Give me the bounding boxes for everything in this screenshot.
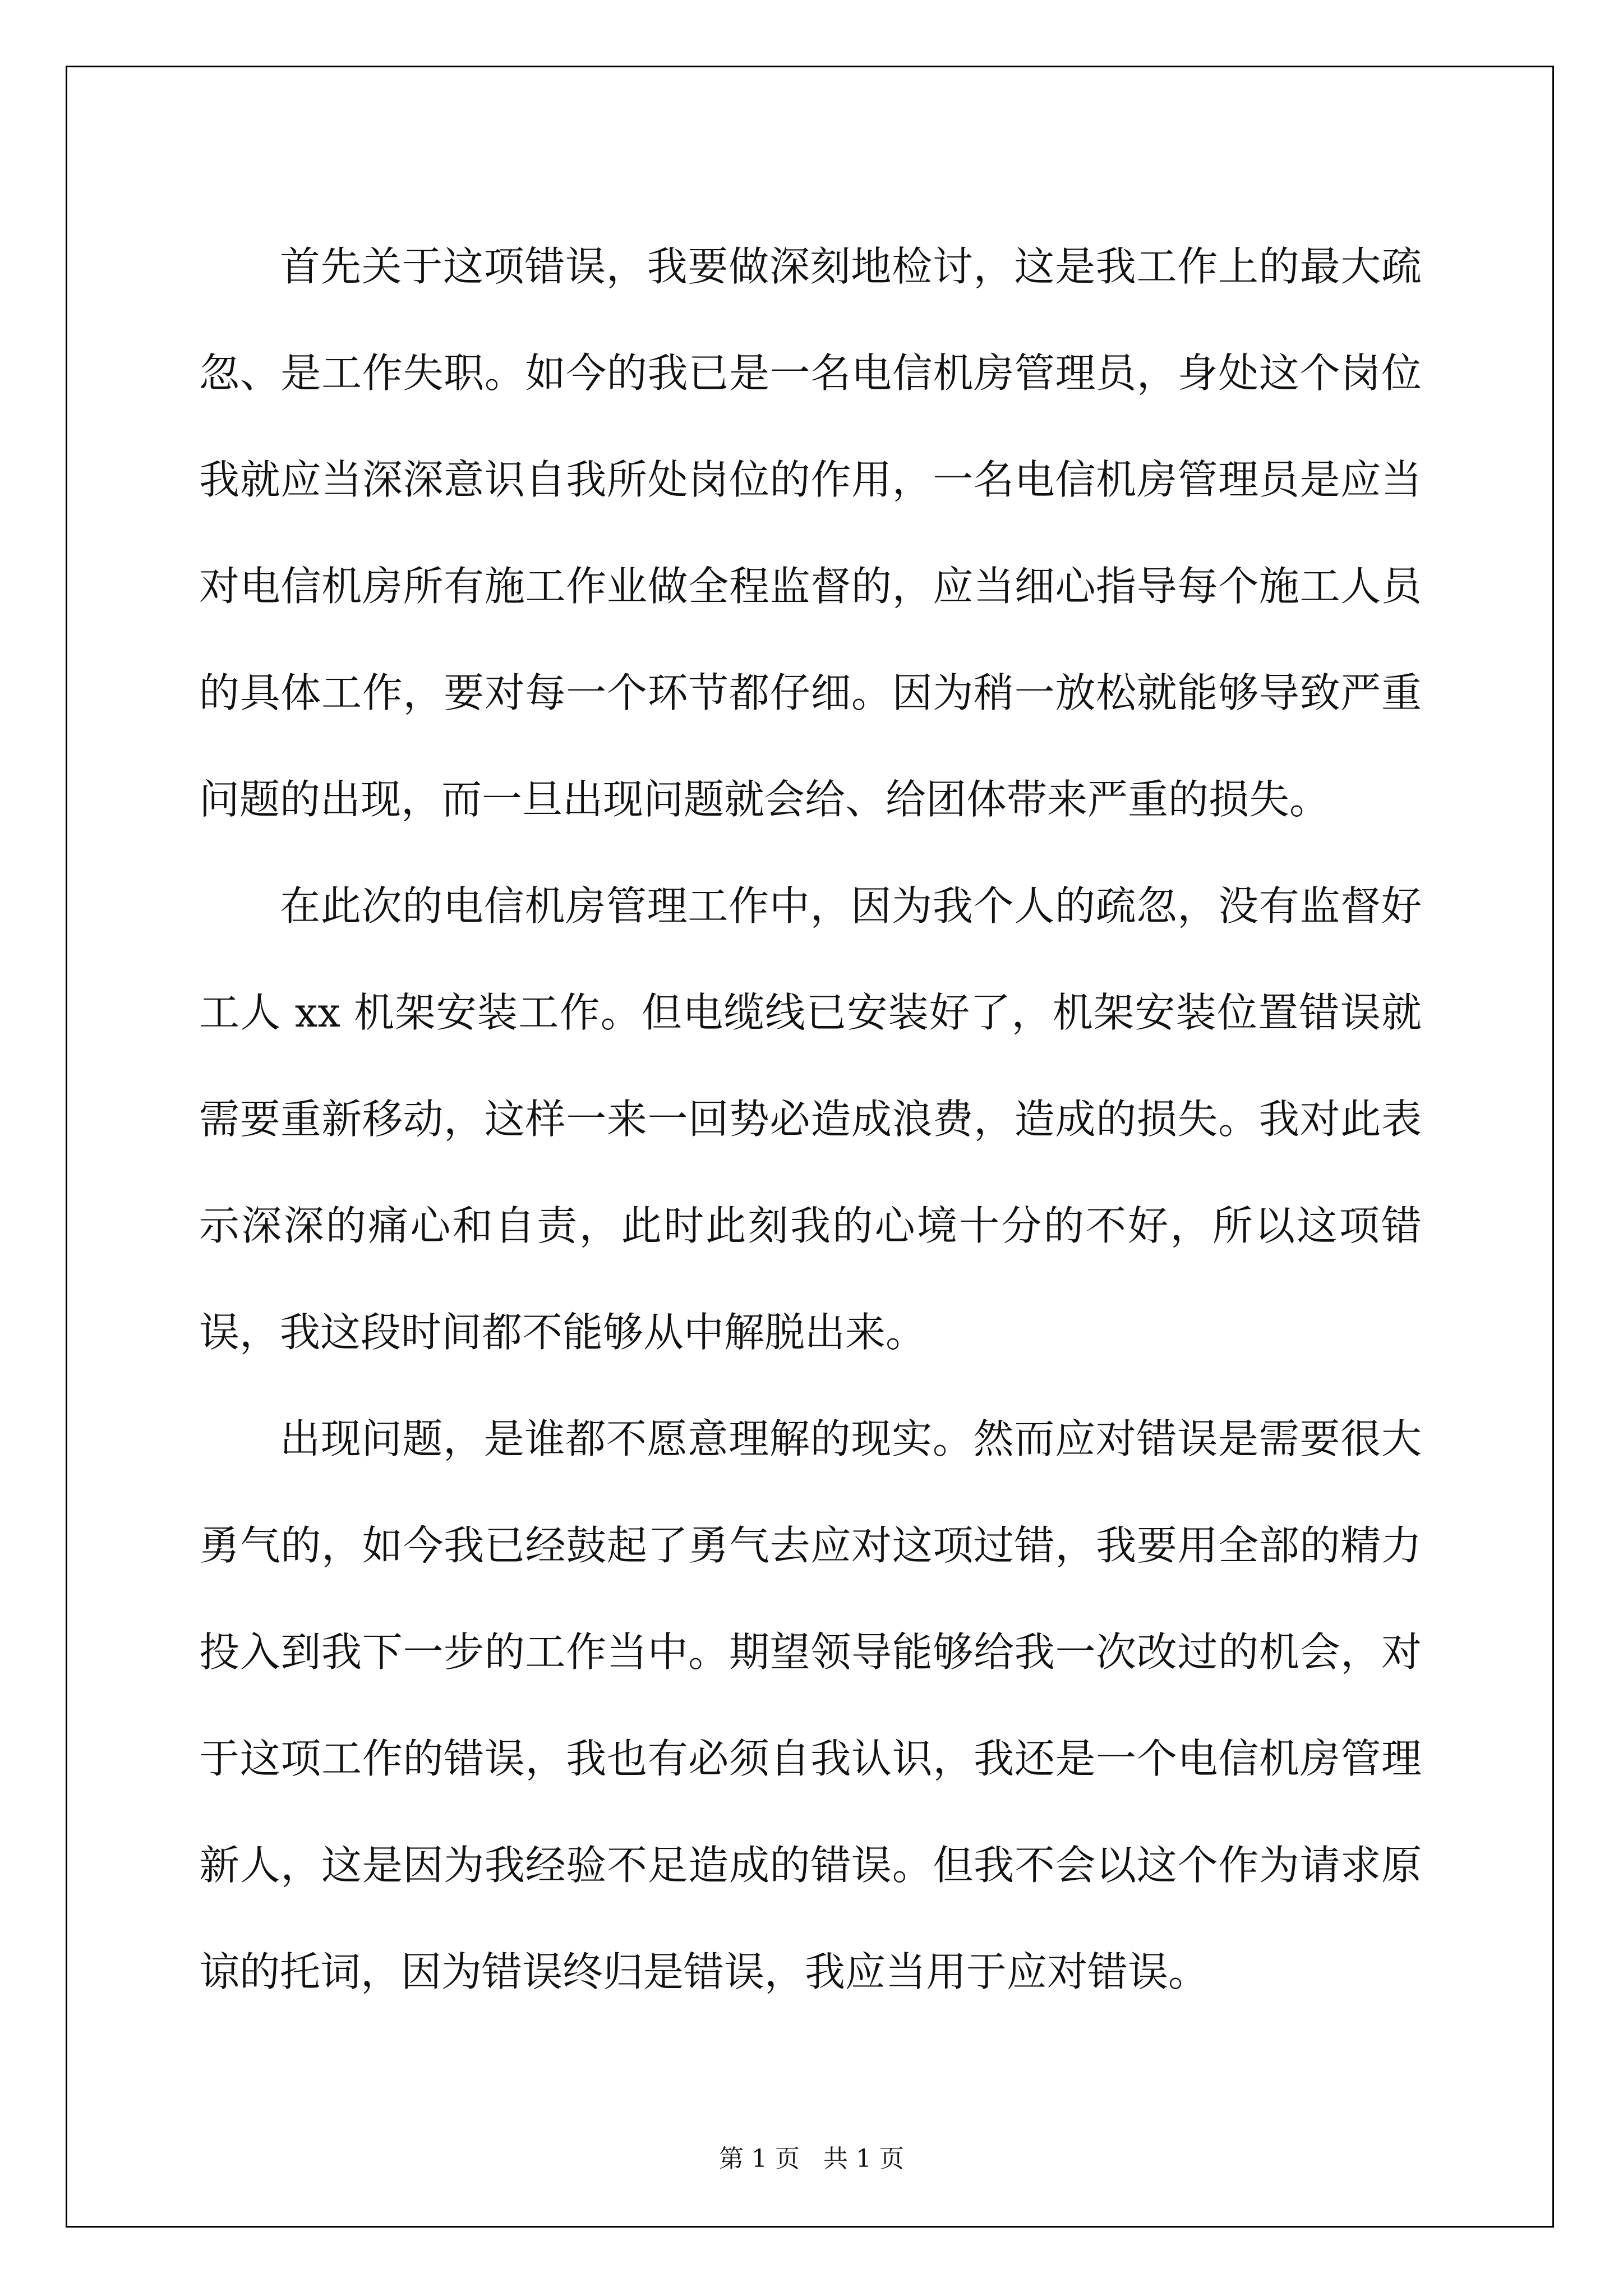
page-footer: 第 1 页 共 1 页	[719, 2145, 904, 2173]
paragraph-1: 首先关于这项错误，我要做深刻地检讨，这是我工作上的最大疏忽、是工作失职。如今的我已是一名电信机房管理员，身处这个岗位我就应当深深意识自我所处岗位的作用，一名电信机房管理员是应当对电信机房所有施工作业做全程监督的，应当细心指导每个施工人员的具体工作，要对每一个环节都仔细。因为稍一放松就能够导致严重问题的出现，而一旦出现问题就会给、给团体带来严重的损失。	[199, 243, 1422, 823]
paragraph-3: 出现问题，是谁都不愿意理解的现实。然而应对错误是需要很大勇气的，如今我已经鼓起了勇气去应对这项过错，我要用全部的精力投入到我下一步的工作当中。期望领导能够给我一次改过的机会，对于这项工作的错误，我也有必须自我认识，我还是一个电信机房管理新人，这是因为我经验不足造成的错误。但我不会以这个作为请求原谅的托词，因为错误终归是错误，我应当用于应对错误。	[199, 1415, 1422, 1995]
paragraph-2: 在此次的电信机房管理工作中，因为我个人的疏忽，没有监督好工人 xx 机架安装工作。但电缆线已安装好了，机架安装位置错误就需要重新移动，这样一来一回势必造成浪费，造成的损失。我对此表示深深的痛心和自责，此时此刻我的心境十分的不好，所以这项错误，我这段时间都不能够从中解脱出来。	[199, 882, 1422, 1356]
document-body	[199, 213, 1422, 2025]
